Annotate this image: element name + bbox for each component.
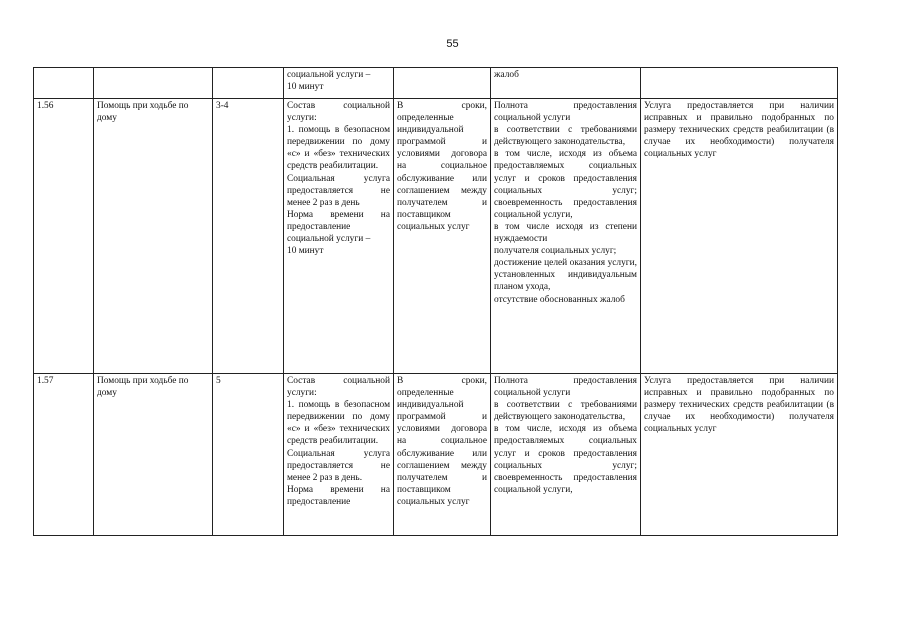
cell-content: социальной услуги – 10 минут	[284, 68, 394, 99]
cell-timing	[394, 68, 491, 99]
cell-conditions: Услуга предоставляется при наличии исправных и правильно подобранных по размеру технических средств реабилитации (в случае их необходимости) получателя социальных услуг	[641, 99, 838, 374]
cell-quality: жалоб	[491, 68, 641, 99]
cell-tariff	[213, 68, 284, 99]
table-row	[34, 374, 838, 536]
cell-timing: В сроки, определенные индивидуальной программой и условиями договора на социальное обслуживание или соглашением между получателем и поставщиком социальных услуг	[394, 99, 491, 374]
cell-conditions	[641, 68, 838, 99]
cell-content: Состав социальной услуги: 1. помощь в безопасном передвижении по дому «с» и «без» технических средств реабилитации. Социальная услуга предоставляется не менее 2 раз в день. Норма времени на предоставление	[284, 374, 394, 536]
cell-timing: В сроки, определенные индивидуальной программой и условиями договора на социальное обслуживание или соглашением между получателем и поставщиком социальных услуг	[394, 374, 491, 536]
cell-conditions: Услуга предоставляется при наличии исправных и правильно подобранных по размеру технических средств реабилитации (в случае их необходимости) получателя социальных услуг	[641, 374, 838, 536]
page-number: 55	[446, 38, 459, 50]
cell-content: Состав социальной услуги: 1. помощь в безопасном передвижении по дому «с» и «без» технических средств реабилитации. Социальная услуга предоставляется не менее 2 раз в день Норма времени на предоставление социальной услуги – 10 минут	[284, 99, 394, 374]
table-row	[34, 99, 838, 374]
cell-quality: Полнота предоставления социальной услуги в соответствии с требованиями действующего законодательства, в том числе, исходя из объема предоставляемых социальных услуг и сроков предоставления социальных услуг; своевременность предоставления социальной услуги,	[491, 374, 641, 536]
cell-name	[94, 68, 213, 99]
cell-num: 1.56	[34, 99, 94, 374]
table-row	[34, 68, 838, 99]
cell-name: Помощь при ходьбе по дому	[94, 99, 213, 374]
cell-tariff: 3-4	[213, 99, 284, 374]
cell-tariff: 5	[213, 374, 284, 536]
cell-quality: Полнота предоставления социальной услуги в соответствии с требованиями действующего законодательства, в том числе, исходя из объема предоставляемых социальных услуг и сроков предоставления социальных услуг; своевременность предоставления социальной услуги, в том числе исходя из степени нуждаемости получателя социальных услуг; достижение целей оказания услуги, установленных индивидуальным планом ухода, отсутствие обоснованных жалоб	[491, 99, 641, 374]
cell-num	[34, 68, 94, 99]
cell-num: 1.57	[34, 374, 94, 536]
services-table	[33, 67, 838, 536]
cell-name: Помощь при ходьбе по дому	[94, 374, 213, 536]
